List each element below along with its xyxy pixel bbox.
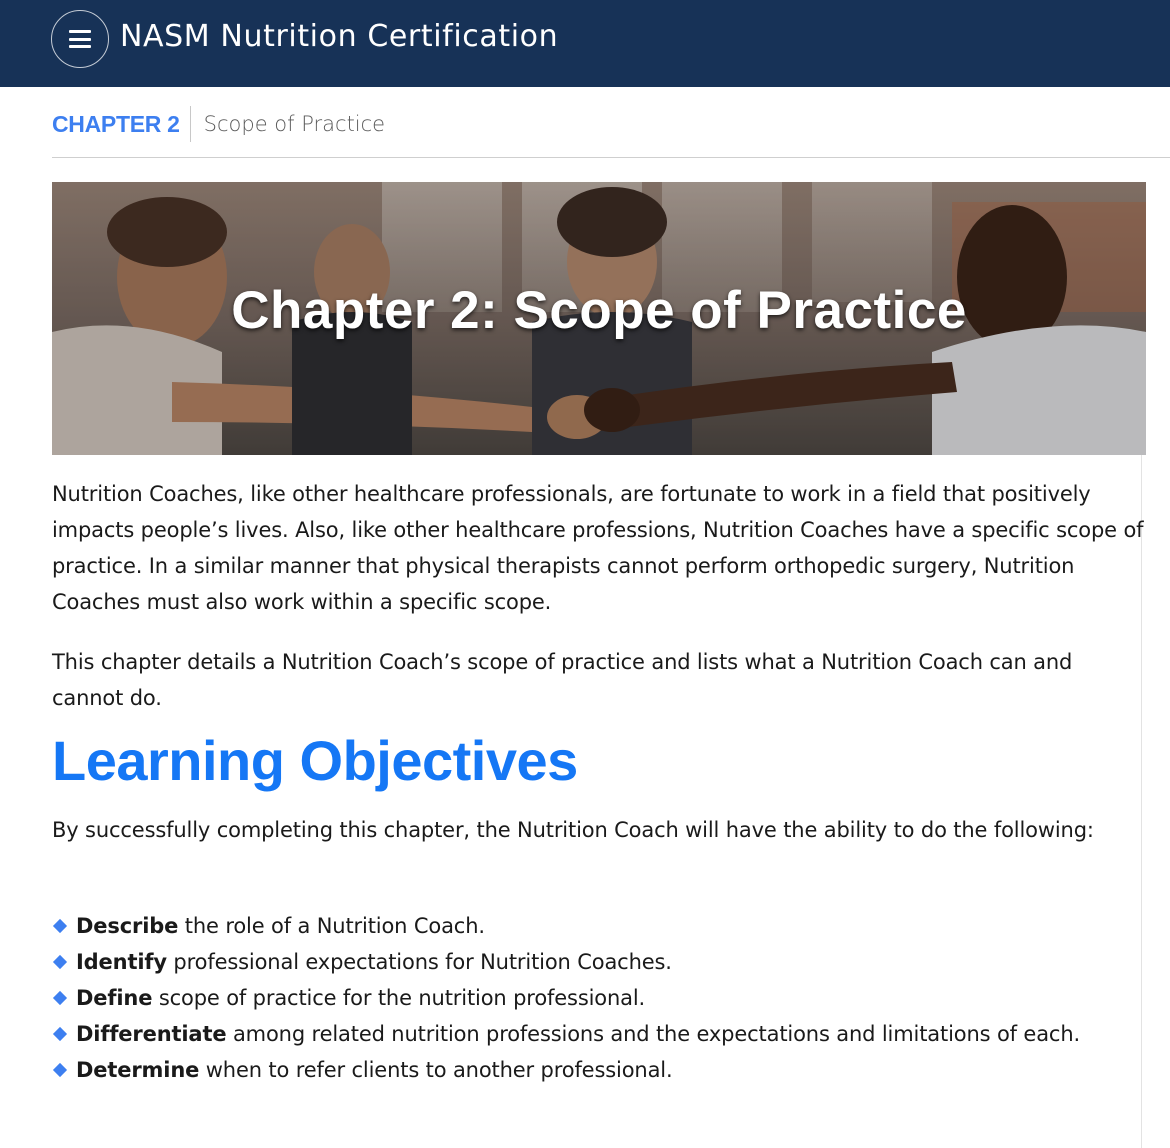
objective-text: scope of practice for the nutrition professional. (152, 986, 646, 1010)
objective-item (52, 980, 1147, 1016)
intro-paragraph: Nutrition Coaches, like other healthcare professionals, are fortunate to work in a field that positively impacts people’s lives. Also, like other healthcare professions, Nutrition Coaches have a specific scope of practice. In a similar manner that physical therapists cannot perform orthopedic surgery, Nutrition Coaches must also work within a specific scope. (52, 482, 1144, 614)
app-title: NASM Nutrition Certification (120, 19, 559, 54)
breadcrumb-section: Scope of Practice (203, 112, 386, 136)
objectives-lead-paragraph: By successfully completing this chapter, the Nutrition Coach will have the ability to do the following: (52, 818, 1094, 842)
detail-paragraph: This chapter details a Nutrition Coach’s scope of practice and lists what a Nutrition Coach can and cannot do. (52, 650, 1073, 710)
top-app-bar (0, 0, 1170, 87)
objective-item (52, 1016, 1147, 1052)
chapter-hero-image (52, 182, 1146, 455)
objective-verb: Identify (76, 950, 167, 974)
diamond-bullet-icon (53, 955, 67, 969)
objective-item (52, 944, 1147, 980)
objective-verb: Differentiate (76, 1022, 227, 1046)
breadcrumb-chapter[interactable]: CHAPTER 2 (52, 110, 180, 137)
breadcrumb (52, 105, 385, 143)
objective-text: when to refer clients to another professional. (199, 1058, 673, 1082)
objective-verb: Determine (76, 1058, 200, 1082)
objectives-list (52, 908, 1147, 1088)
diamond-bullet-icon (53, 991, 67, 1005)
objective-text: the role of a Nutrition Coach. (178, 914, 485, 938)
hamburger-menu-icon (69, 30, 91, 48)
menu-button[interactable] (51, 10, 109, 68)
objective-verb: Describe (76, 914, 179, 938)
header-divider (52, 157, 1170, 158)
hero-title: Chapter 2: Scope of Practice (231, 281, 967, 340)
diamond-bullet-icon (53, 919, 67, 933)
diamond-bullet-icon (53, 1027, 67, 1041)
learning-objectives-heading: Learning Objectives (52, 729, 578, 792)
diamond-bullet-icon (53, 1063, 67, 1077)
objective-verb: Define (76, 986, 153, 1010)
objective-item (52, 1052, 1147, 1088)
objective-text: professional expectations for Nutrition Coaches. (166, 950, 672, 974)
objective-item (52, 908, 1147, 944)
objective-text: among related nutrition professions and the expectations and limitations of each. (226, 1022, 1080, 1046)
